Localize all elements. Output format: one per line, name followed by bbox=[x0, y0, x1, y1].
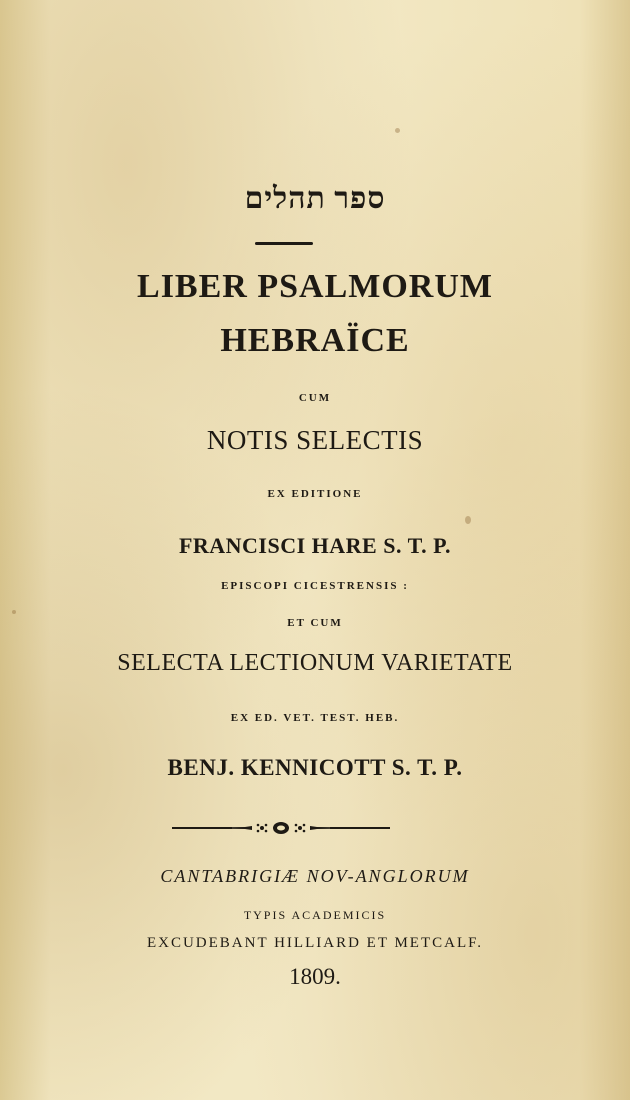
foxing-spot bbox=[395, 128, 400, 133]
main-title-line1: LIBER PSALMORUM bbox=[137, 268, 493, 305]
variants-title: SELECTA LECTIONUM VARIETATE bbox=[117, 650, 513, 676]
short-rule bbox=[255, 242, 313, 245]
ex-editione-text: EX EDITIONE bbox=[267, 488, 363, 500]
editor-title: EPISCOPI CICESTRENSIS : bbox=[221, 580, 409, 592]
notes-title: NOTIS SELECTIS bbox=[206, 425, 424, 455]
ex-ed-text: EX ED. VET. TEST. HEB. bbox=[230, 712, 400, 724]
main-title-line2: HEBRAÏCE bbox=[220, 322, 410, 359]
imprint-year: 1809. bbox=[289, 964, 341, 989]
imprint-typis: TYPIS ACADEMICIS bbox=[243, 908, 387, 922]
foxing-spot bbox=[12, 610, 16, 614]
et-cum-text: ET CUM bbox=[287, 617, 343, 629]
foxing-spot bbox=[465, 516, 471, 524]
editor-name: FRANCISCI HARE S. T. P. bbox=[178, 533, 452, 558]
cum-text: CUM bbox=[298, 392, 332, 404]
collator-name: BENJ. KENNICOTT S. T. P. bbox=[167, 755, 463, 780]
ornamental-rule bbox=[170, 818, 392, 838]
imprint-printers: EXCUDEBANT HILLIARD ET METCALF. bbox=[146, 935, 484, 951]
imprint-place: CANTABRIGIÆ NOV-ANGLORUM bbox=[160, 866, 470, 886]
hebrew-title: ספר תהלים bbox=[244, 182, 386, 215]
